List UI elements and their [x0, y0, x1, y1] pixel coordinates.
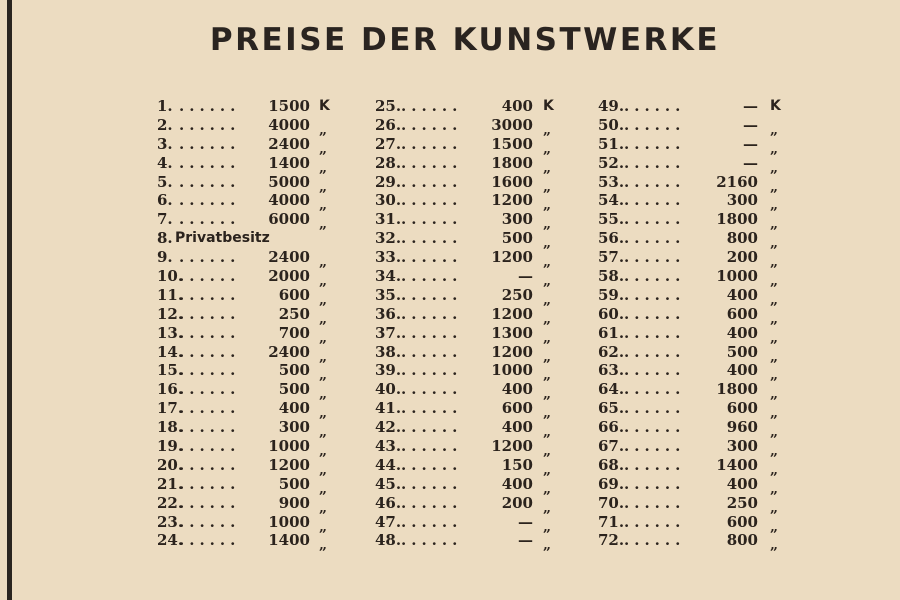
dot-leader: ...... [401, 248, 463, 267]
item-number: 40. [375, 380, 402, 399]
item-price: 250 [501, 285, 533, 304]
currency-unit: „ [543, 386, 552, 403]
currency-unit: „ [770, 273, 779, 290]
currency-unit: „ [770, 159, 779, 176]
item-price: 700 [278, 323, 310, 342]
item-number: 64. [598, 380, 625, 399]
currency-unit: „ [543, 424, 552, 441]
dot-leader: ...... [401, 361, 463, 380]
currency-unit: „ [770, 291, 779, 308]
dot-leader: ...... [624, 210, 686, 229]
dot-leader: ...... [401, 267, 463, 286]
currency-unit: „ [319, 499, 328, 516]
dot-leader: ...... [401, 512, 463, 531]
currency-unit: „ [319, 121, 328, 138]
currency-unit: „ [543, 518, 552, 535]
item-number: 49. [598, 97, 625, 115]
currency-unit: „ [319, 140, 328, 157]
item-number: 33. [375, 248, 402, 267]
currency-unit: „ [770, 424, 779, 441]
item-number: 57. [598, 248, 625, 267]
item-price: 1000 [268, 512, 310, 531]
dot-leader: ...... [401, 323, 463, 342]
dot-leader: ...... [624, 267, 686, 286]
dot-leader: ...... [401, 304, 463, 323]
item-number: 39. [375, 361, 402, 380]
dot-leader: ...... [401, 380, 463, 399]
item-number: 62. [598, 342, 625, 361]
item-price: 3000 [491, 115, 533, 134]
dot-leader: ...... [179, 323, 241, 342]
currency-unit: „ [319, 159, 328, 176]
item-number: 21. [157, 474, 184, 493]
dot-leader: ...... [401, 342, 463, 361]
dot-leader: ...... [624, 437, 686, 456]
currency-unit: „ [319, 386, 328, 403]
currency-unit: „ [319, 291, 328, 308]
dot-leader: ...... [179, 474, 241, 493]
item-number: 36. [375, 304, 402, 323]
item-number: 1. [157, 97, 173, 115]
item-price: 1300 [491, 323, 533, 342]
currency-unit: „ [543, 537, 552, 554]
currency-unit: „ [543, 443, 552, 460]
currency-unit: „ [770, 235, 779, 252]
currency-unit: K [543, 98, 554, 114]
currency-unit: „ [543, 159, 552, 176]
dot-leader: ...... [401, 418, 463, 437]
currency-unit: „ [319, 216, 328, 233]
item-price: 1800 [716, 210, 758, 229]
item-number: 44. [375, 455, 402, 474]
currency-unit: „ [770, 367, 779, 384]
currency-unit: „ [543, 405, 552, 422]
currency-unit: „ [770, 216, 779, 233]
item-price: 1400 [268, 153, 310, 172]
item-number: 42. [375, 418, 402, 437]
item-number: 38. [375, 342, 402, 361]
currency-unit: „ [770, 348, 779, 365]
currency-unit: „ [543, 291, 552, 308]
item-price: 900 [278, 493, 310, 512]
currency-unit: „ [319, 405, 328, 422]
item-price: 300 [726, 437, 758, 456]
item-number: 55. [598, 210, 625, 229]
item-price: 5000 [268, 172, 310, 191]
currency-unit: „ [319, 443, 328, 460]
item-number: 60. [598, 304, 625, 323]
dot-leader: ...... [624, 474, 686, 493]
item-number: 65. [598, 399, 625, 418]
dot-leader: ...... [624, 248, 686, 267]
item-price: — [743, 153, 758, 172]
item-price: 1200 [491, 304, 533, 323]
currency-unit: „ [543, 348, 552, 365]
item-price: 800 [726, 531, 758, 550]
dot-leader: ...... [401, 153, 463, 172]
currency-unit: „ [770, 518, 779, 535]
item-number: 18. [157, 418, 184, 437]
item-price: 1000 [716, 267, 758, 286]
item-number: 14. [157, 342, 184, 361]
item-number: 9. [157, 248, 173, 267]
dot-leader: ...... [624, 342, 686, 361]
item-number: 30. [375, 191, 402, 210]
currency-unit: „ [543, 499, 552, 516]
item-price: 600 [726, 512, 758, 531]
item-price: 600 [278, 285, 310, 304]
dot-leader: ...... [624, 285, 686, 304]
currency-unit: „ [770, 386, 779, 403]
item-number: 71. [598, 512, 625, 531]
item-price: 400 [726, 474, 758, 493]
item-price: 200 [501, 493, 533, 512]
item-price: 2160 [716, 172, 758, 191]
dot-leader: ...... [179, 115, 241, 134]
item-price: 200 [726, 248, 758, 267]
dot-leader: ...... [624, 455, 686, 474]
dot-leader: ...... [179, 455, 241, 474]
item-number: 43. [375, 437, 402, 456]
item-price: 400 [726, 361, 758, 380]
item-number: 5. [157, 172, 173, 191]
item-number: 61. [598, 323, 625, 342]
item-price: — [743, 97, 758, 115]
currency-unit: „ [770, 197, 779, 214]
currency-unit: „ [770, 140, 779, 157]
dot-leader: ...... [624, 531, 686, 550]
item-price: — [518, 531, 533, 550]
page-edge-rule [7, 0, 12, 600]
item-price: 400 [501, 97, 533, 115]
item-price: — [518, 512, 533, 531]
currency-unit: „ [770, 254, 779, 271]
item-number: 68. [598, 455, 625, 474]
item-number: 2. [157, 115, 173, 134]
item-price: 500 [278, 474, 310, 493]
currency-unit: „ [770, 461, 779, 478]
dot-leader: ...... [401, 115, 463, 134]
dot-leader: ...... [179, 210, 241, 229]
item-price: 1200 [491, 191, 533, 210]
dot-leader: ...... [401, 172, 463, 191]
item-number: 3. [157, 134, 173, 153]
item-price: 500 [501, 229, 533, 248]
item-price: 4000 [268, 115, 310, 134]
currency-unit: „ [543, 216, 552, 233]
currency-unit: „ [543, 480, 552, 497]
dot-leader: ...... [179, 172, 241, 191]
currency-unit: „ [770, 405, 779, 422]
dot-leader: ...... [179, 437, 241, 456]
item-price: 1200 [491, 437, 533, 456]
item-note: Privatbesitz [175, 230, 270, 247]
item-number: 25. [375, 97, 402, 115]
currency-unit: „ [319, 178, 328, 195]
dot-leader: ...... [179, 342, 241, 361]
item-number: 58. [598, 267, 625, 286]
item-number: 56. [598, 229, 625, 248]
dot-leader: ...... [401, 97, 463, 115]
item-number: 46. [375, 493, 402, 512]
item-number: 34. [375, 267, 402, 286]
item-price: 500 [726, 342, 758, 361]
item-price: 250 [726, 493, 758, 512]
dot-leader: ...... [179, 304, 241, 323]
currency-unit: „ [770, 480, 779, 497]
item-price: 1500 [268, 97, 310, 115]
item-price: 250 [278, 304, 310, 323]
item-price: — [743, 134, 758, 153]
dot-leader: ...... [401, 210, 463, 229]
dot-leader: ...... [624, 191, 686, 210]
dot-leader: ...... [401, 455, 463, 474]
currency-unit: „ [543, 178, 552, 195]
currency-unit: „ [543, 254, 552, 271]
dot-leader: ...... [624, 323, 686, 342]
item-number: 35. [375, 285, 402, 304]
item-price: 1200 [491, 342, 533, 361]
item-price: 500 [278, 380, 310, 399]
item-price: 300 [501, 210, 533, 229]
dot-leader: ...... [179, 512, 241, 531]
dot-leader: ...... [624, 512, 686, 531]
dot-leader: ...... [179, 399, 241, 418]
currency-unit: „ [319, 367, 328, 384]
dot-leader: ...... [401, 399, 463, 418]
item-price: 400 [278, 399, 310, 418]
currency-unit: „ [543, 235, 552, 252]
item-number: 51. [598, 134, 625, 153]
page-title: PREISE DER KUNSTWERKE [209, 22, 721, 58]
item-price: 400 [501, 418, 533, 437]
item-number: 54. [598, 191, 625, 210]
item-price: 400 [726, 323, 758, 342]
dot-leader: ...... [401, 134, 463, 153]
item-price: 1400 [716, 455, 758, 474]
dot-leader: ...... [179, 191, 241, 210]
item-number: 63. [598, 361, 625, 380]
dot-leader: ...... [624, 229, 686, 248]
currency-unit: „ [543, 121, 552, 138]
currency-unit: „ [543, 140, 552, 157]
item-number: 13. [157, 323, 184, 342]
item-price: 2400 [268, 248, 310, 267]
dot-leader: ...... [624, 97, 686, 115]
item-number: 67. [598, 437, 625, 456]
item-price: 2400 [268, 342, 310, 361]
dot-leader: ...... [624, 380, 686, 399]
item-number: 7. [157, 210, 173, 229]
item-number: 6. [157, 191, 173, 210]
currency-unit: „ [543, 197, 552, 214]
currency-unit: „ [319, 461, 328, 478]
item-number: 48. [375, 531, 402, 550]
currency-unit: „ [770, 121, 779, 138]
dot-leader: ...... [624, 304, 686, 323]
item-number: 4. [157, 153, 173, 172]
item-number: 29. [375, 172, 402, 191]
item-number: 17. [157, 399, 184, 418]
item-number: 28. [375, 153, 402, 172]
item-number: 24. [157, 531, 184, 550]
dot-leader: ...... [179, 380, 241, 399]
dot-leader: ...... [401, 437, 463, 456]
item-price: 1800 [716, 380, 758, 399]
currency-unit: K [319, 98, 330, 114]
currency-unit: „ [770, 443, 779, 460]
dot-leader: ...... [624, 361, 686, 380]
item-number: 20. [157, 455, 184, 474]
dot-leader: ...... [401, 531, 463, 550]
currency-unit: „ [319, 273, 328, 290]
dot-leader: ...... [401, 229, 463, 248]
item-number: 72. [598, 531, 625, 550]
item-number: 15. [157, 361, 184, 380]
item-price: 800 [726, 229, 758, 248]
dot-leader: ...... [401, 191, 463, 210]
item-price: 600 [501, 399, 533, 418]
item-number: 50. [598, 115, 625, 134]
currency-unit: „ [770, 537, 779, 554]
item-price: 1400 [268, 531, 310, 550]
item-number: 8. [157, 229, 173, 248]
dot-leader: ...... [624, 493, 686, 512]
item-number: 66. [598, 418, 625, 437]
item-price: 300 [278, 418, 310, 437]
dot-leader: ...... [624, 418, 686, 437]
item-price: 2400 [268, 134, 310, 153]
dot-leader: ...... [179, 285, 241, 304]
currency-unit: „ [319, 480, 328, 497]
currency-unit: „ [770, 310, 779, 327]
item-number: 19. [157, 437, 184, 456]
currency-unit: K [770, 98, 781, 114]
item-price: 600 [726, 399, 758, 418]
dot-leader: ...... [179, 153, 241, 172]
item-number: 26. [375, 115, 402, 134]
dot-leader: ...... [179, 97, 241, 115]
currency-unit: „ [770, 329, 779, 346]
dot-leader: ...... [179, 418, 241, 437]
currency-unit: „ [543, 329, 552, 346]
item-price: 1600 [491, 172, 533, 191]
item-price: 1000 [491, 361, 533, 380]
item-price: 400 [501, 474, 533, 493]
item-price: 150 [501, 455, 533, 474]
item-number: 69. [598, 474, 625, 493]
item-number: 22. [157, 493, 184, 512]
item-number: 53. [598, 172, 625, 191]
currency-unit: „ [319, 197, 328, 214]
item-number: 31. [375, 210, 402, 229]
item-number: 16. [157, 380, 184, 399]
dot-leader: ...... [624, 172, 686, 191]
dot-leader: ...... [179, 134, 241, 153]
currency-unit: „ [543, 310, 552, 327]
item-price: 1800 [491, 153, 533, 172]
currency-unit: „ [543, 367, 552, 384]
item-number: 11. [157, 285, 184, 304]
item-price: 1200 [268, 455, 310, 474]
item-price: 500 [278, 361, 310, 380]
currency-unit: „ [543, 273, 552, 290]
item-price: 300 [726, 191, 758, 210]
item-number: 45. [375, 474, 402, 493]
item-number: 32. [375, 229, 402, 248]
dot-leader: ...... [624, 399, 686, 418]
dot-leader: ...... [179, 493, 241, 512]
dot-leader: ...... [624, 153, 686, 172]
currency-unit: „ [319, 518, 328, 535]
dot-leader: ...... [401, 474, 463, 493]
currency-unit: „ [319, 254, 328, 271]
dot-leader: ...... [179, 531, 241, 550]
currency-unit: „ [770, 178, 779, 195]
item-number: 12. [157, 304, 184, 323]
item-number: 37. [375, 323, 402, 342]
item-number: 10. [157, 267, 184, 286]
dot-leader: ...... [179, 248, 241, 267]
dot-leader: ...... [179, 267, 241, 286]
item-number: 23. [157, 512, 184, 531]
item-price: 6000 [268, 210, 310, 229]
item-price: — [743, 115, 758, 134]
item-price: 1200 [491, 248, 533, 267]
item-price: 4000 [268, 191, 310, 210]
item-number: 47. [375, 512, 402, 531]
item-number: 59. [598, 285, 625, 304]
dot-leader: ...... [179, 361, 241, 380]
item-price: 600 [726, 304, 758, 323]
item-price: 960 [726, 418, 758, 437]
item-price: 1000 [268, 437, 310, 456]
item-price: 1500 [491, 134, 533, 153]
dot-leader: ...... [401, 285, 463, 304]
dot-leader: ...... [401, 493, 463, 512]
item-price: 400 [501, 380, 533, 399]
currency-unit: „ [770, 499, 779, 516]
dot-leader: ...... [624, 115, 686, 134]
item-number: 70. [598, 493, 625, 512]
currency-unit: „ [543, 461, 552, 478]
item-number: 41. [375, 399, 402, 418]
dot-leader: ...... [624, 134, 686, 153]
item-price: 400 [726, 285, 758, 304]
currency-unit: „ [319, 537, 328, 554]
currency-unit: „ [319, 348, 328, 365]
currency-unit: „ [319, 310, 328, 327]
item-number: 52. [598, 153, 625, 172]
currency-unit: „ [319, 329, 328, 346]
item-price: 2000 [268, 267, 310, 286]
item-number: 27. [375, 134, 402, 153]
item-price: — [518, 267, 533, 286]
currency-unit: „ [319, 424, 328, 441]
